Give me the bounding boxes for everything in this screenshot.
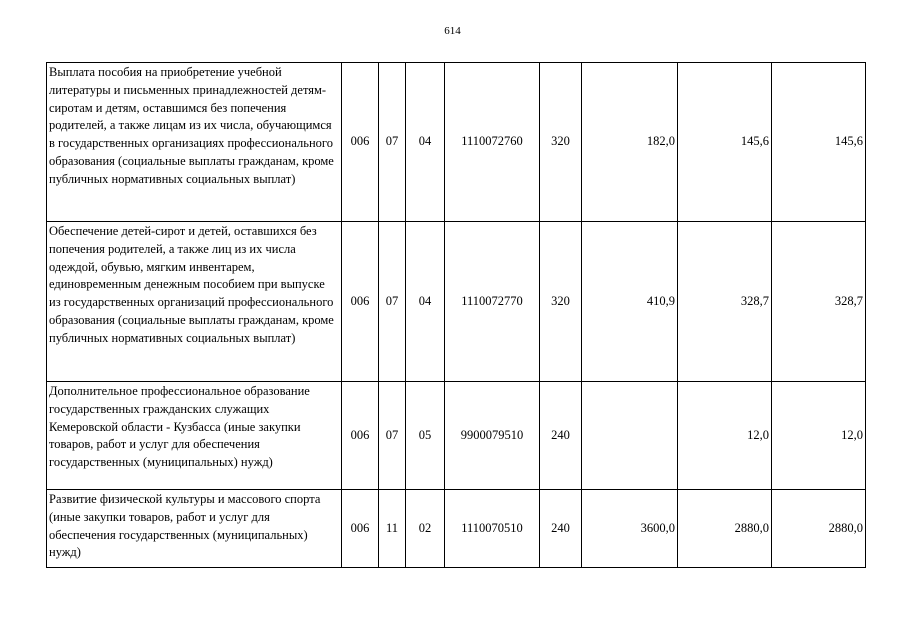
amount-cell-1: 410,9 xyxy=(582,222,678,382)
row-name-cell: Обеспечение детей-сирот и детей, оставшихся без попечения родителей, а также лиц из их числа одеждой, обувью, мягким инвентарем, единовременным денежным пособием при выпуске из государственных организаций профессионального образования (социальные выплаты гражданам, кроме публичных нормативных социальных выплат) xyxy=(47,222,342,382)
table-row xyxy=(47,63,866,222)
amount-cell-2: 2880,0 xyxy=(678,490,772,568)
table-row xyxy=(47,490,866,568)
amount-cell-3: 2880,0 xyxy=(772,490,866,568)
target-code-cell: 1110072760 xyxy=(445,63,540,222)
ministry-code-cell: 006 xyxy=(342,63,379,222)
amount-cell-3: 12,0 xyxy=(772,382,866,490)
ministry-code-cell: 006 xyxy=(342,382,379,490)
target-code-cell: 1110070510 xyxy=(445,490,540,568)
section-code-cell: 07 xyxy=(379,222,406,382)
target-code-cell: 9900079510 xyxy=(445,382,540,490)
ministry-code-cell: 006 xyxy=(342,222,379,382)
subsection-code-cell: 04 xyxy=(406,63,445,222)
amount-cell-3: 328,7 xyxy=(772,222,866,382)
amount-cell-1 xyxy=(582,382,678,490)
section-code-cell: 11 xyxy=(379,490,406,568)
subsection-code-cell: 02 xyxy=(406,490,445,568)
ministry-code-cell: 006 xyxy=(342,490,379,568)
row-name-cell: Выплата пособия на приобретение учебной литературы и письменных принадлежностей детям-сиротам и детям, оставшимся без попечения родителей, а также лицам из их числа, обучающимся в государственных организациях профессионального образования (социальные выплаты гражданам, кроме публичных нормативных социальных выплат) xyxy=(47,63,342,222)
expense-type-cell: 240 xyxy=(540,382,582,490)
subsection-code-cell: 05 xyxy=(406,382,445,490)
amount-cell-3: 145,6 xyxy=(772,63,866,222)
table-row xyxy=(47,222,866,382)
row-name-cell: Дополнительное профессиональное образование государственных гражданских служащих Кемеровской области - Кузбасса (иные закупки товаров, работ и услуг для обеспечения государственных (муниципальных) нужд) xyxy=(47,382,342,490)
expense-type-cell: 240 xyxy=(540,490,582,568)
expense-type-cell: 320 xyxy=(540,63,582,222)
amount-cell-2: 12,0 xyxy=(678,382,772,490)
section-code-cell: 07 xyxy=(379,382,406,490)
section-code-cell: 07 xyxy=(379,63,406,222)
table-row xyxy=(47,382,866,490)
amount-cell-1: 182,0 xyxy=(582,63,678,222)
amount-cell-2: 145,6 xyxy=(678,63,772,222)
subsection-code-cell: 04 xyxy=(406,222,445,382)
amount-cell-1: 3600,0 xyxy=(582,490,678,568)
page-number: 614 xyxy=(444,25,461,37)
budget-table xyxy=(46,62,866,568)
row-name-cell: Развитие физической культуры и массового спорта (иные закупки товаров, работ и услуг для обеспечения государственных (муниципальных) нужд) xyxy=(47,490,342,568)
expense-type-cell: 320 xyxy=(540,222,582,382)
target-code-cell: 1110072770 xyxy=(445,222,540,382)
amount-cell-2: 328,7 xyxy=(678,222,772,382)
